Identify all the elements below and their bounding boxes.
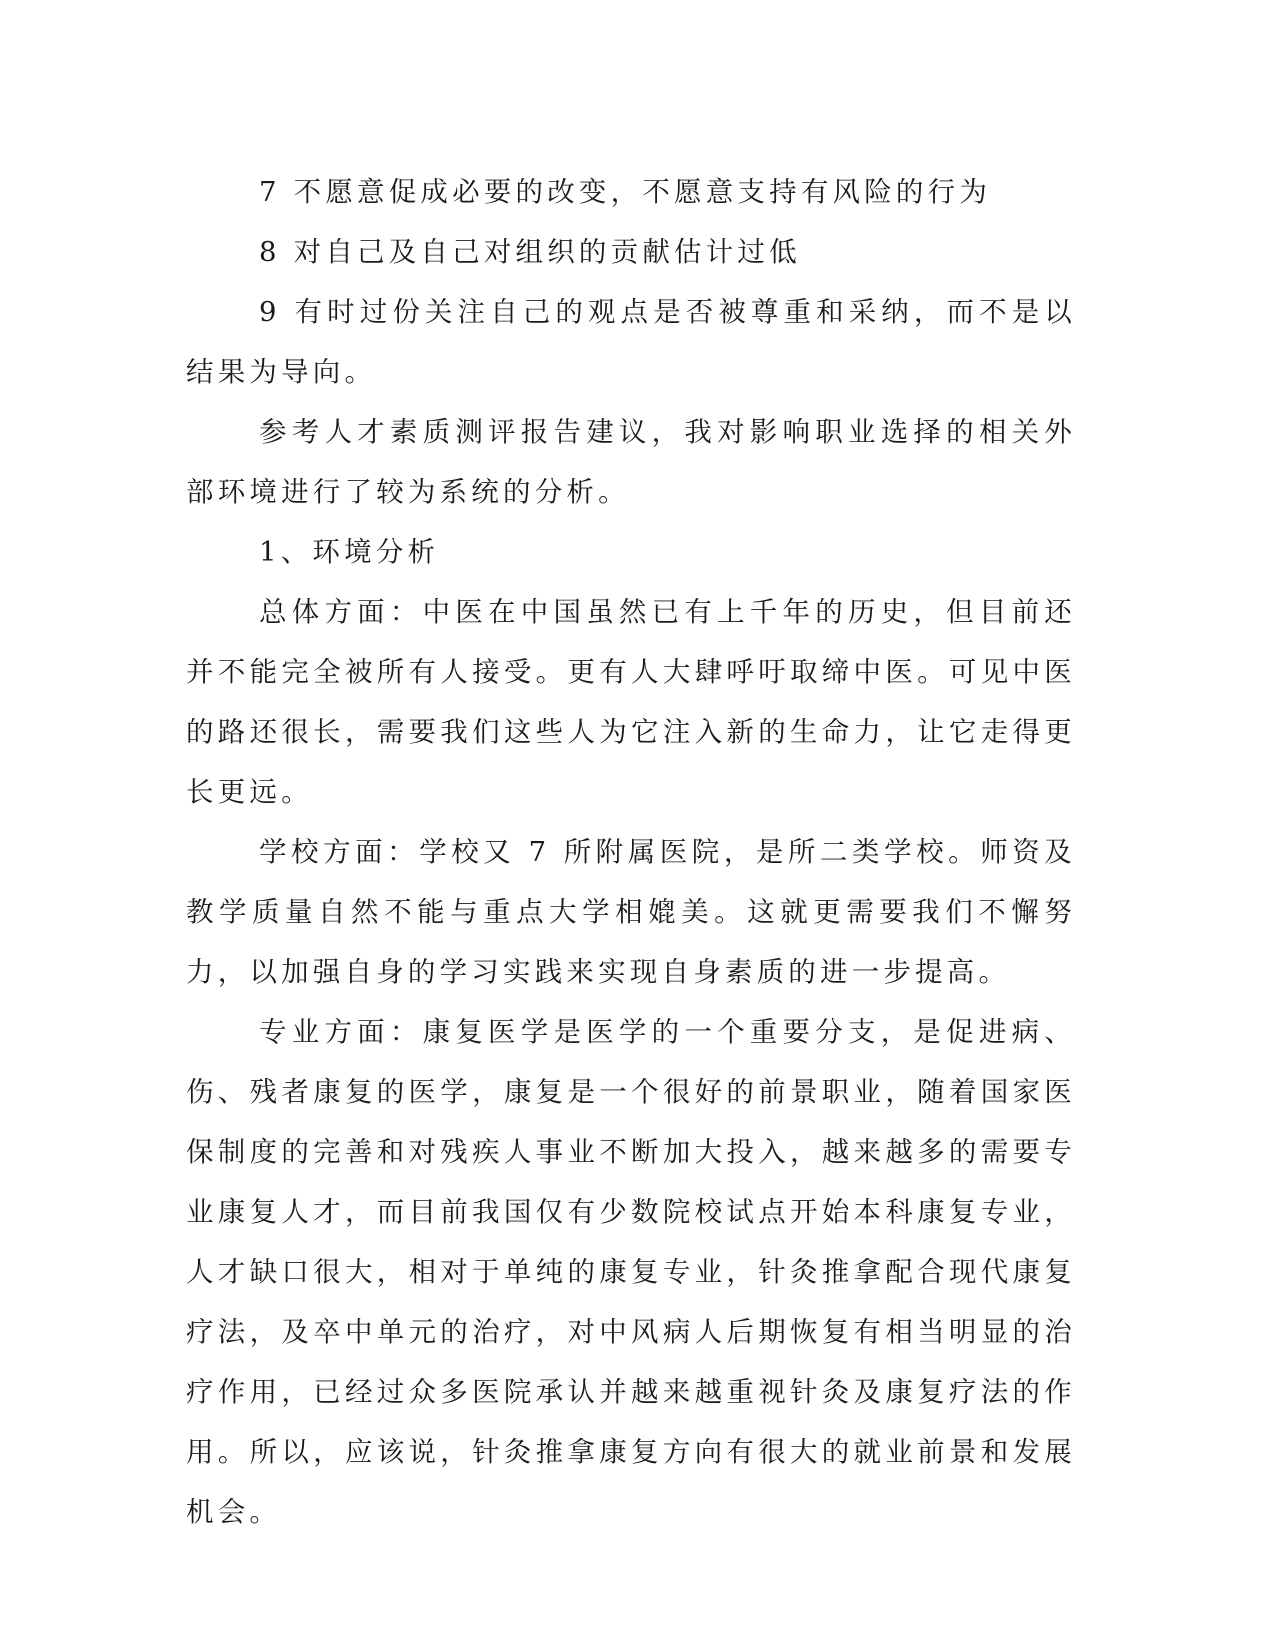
paragraph-assessment-advice: 参考人才素质测评报告建议，我对影响职业选择的相关外部环境进行了较为系统的分析。 (186, 416, 1076, 508)
paragraph-major-aspect: 专业方面：康复医学是医学的一个重要分支，是促进病、伤、残者康复的医学，康复是一个很好的前景职业，随着国家医保制度的完善和对残疾人事业不断加大投入，越来越多的需要专业康复人才，而目前我国仅有少数院校试点开始本科康复专业，人才缺口很大，相对于单纯的康复专业，针灸推拿配合现代康复疗法，及卒中单元的治疗，对中风病人后期恢复有相当明显的治疗作用，已经过众多医院承认并越来越重视针灸及康复疗法的作用。所以，应该说，针灸推拿康复方向有很大的就业前景和发展机会。 (186, 1016, 1076, 1528)
paragraph-item-9: 9 有时过份关注自己的观点是否被尊重和采纳，而不是以结果为导向。 (186, 296, 1076, 388)
document-body (186, 162, 1076, 1542)
paragraph-school-aspect: 学校方面：学校又 7 所附属医院，是所二类学校。师资及教学质量自然不能与重点大学相媲美。这就更需要我们不懈努力，以加强自身的学习实践来实现自身素质的进一步提高。 (186, 836, 1076, 988)
paragraph-overall-aspect: 总体方面：中医在中国虽然已有上千年的历史，但目前还并不能完全被所有人接受。更有人大肆呼吁取缔中医。可见中医的路还很长，需要我们这些人为它注入新的生命力，让它走得更长更远。 (186, 596, 1076, 808)
paragraph-item-7: 7 不愿意促成必要的改变，不愿意支持有风险的行为 (259, 176, 992, 208)
section-heading-environment-analysis: 1、环境分析 (259, 536, 440, 568)
paragraph-item-8: 8 对自己及自己对组织的贡献估计过低 (259, 236, 801, 268)
